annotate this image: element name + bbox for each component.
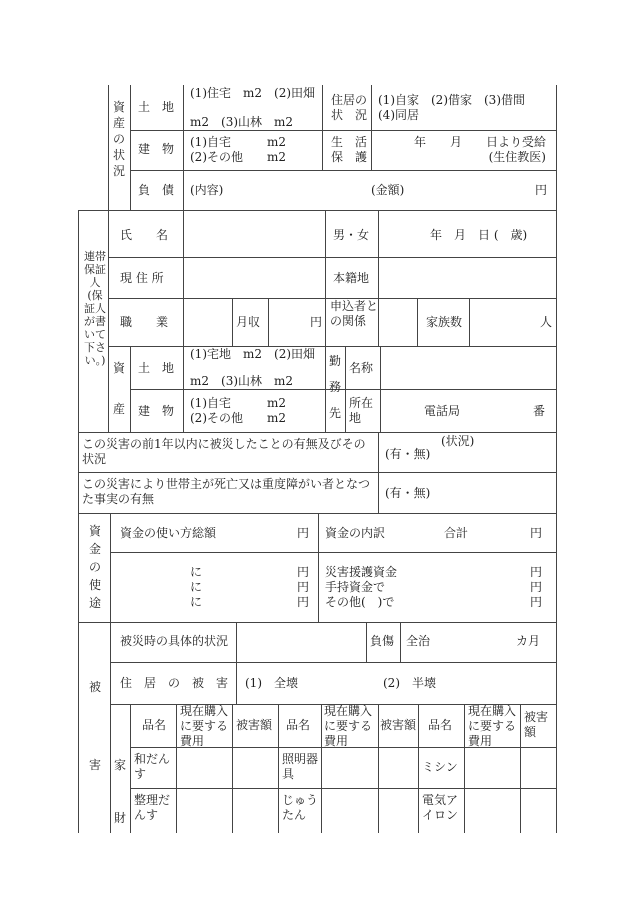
guarantor-work-address-label: 所在地	[349, 396, 374, 425]
assets-heading: 資産の状況	[112, 100, 125, 178]
guarantor-birth: 年 月 日 ( 歳)	[430, 228, 528, 242]
column-cost: 現在購入に要する費用	[468, 704, 517, 748]
guarantor-person-unit: 人	[540, 315, 553, 329]
fund-breakdown-label: 資金の内訳	[325, 526, 386, 540]
rule	[183, 210, 184, 432]
rule	[130, 130, 556, 131]
rule	[366, 622, 367, 662]
fund-sum-label: 合計	[444, 526, 469, 540]
guarantor-land-label: 土 地	[138, 361, 175, 375]
item-name: 和だんす	[134, 752, 171, 781]
rule	[130, 788, 556, 789]
rule	[78, 472, 556, 473]
fund-row-ni: に	[190, 580, 203, 594]
disaster-history-status: (状況)	[441, 434, 475, 448]
household-heading-1: 家	[114, 758, 127, 772]
rule	[78, 210, 556, 211]
guarantor-heading: 連帯保証人(保証人が書いて下さい。)	[84, 250, 106, 367]
guarantor-income-label: 月収	[236, 315, 261, 329]
guarantor-assets-heading-1: 資	[113, 361, 126, 375]
rule	[130, 704, 131, 833]
rule	[556, 85, 557, 833]
guarantor-name-label: 氏 名	[120, 228, 169, 242]
residence-line-1: (1)自家 (2)借家 (3)借間	[378, 93, 525, 107]
guarantor-building-line-2: (2)その他 m2	[190, 411, 287, 425]
rule	[268, 298, 269, 346]
rule	[380, 346, 381, 432]
damage-heading-2: 害	[89, 758, 102, 772]
building-line-1: (1)自宅 m2	[190, 135, 287, 149]
fund-source-yen: 円	[530, 595, 543, 609]
guarantor-phone-label: 電話局	[424, 404, 461, 418]
rule	[318, 513, 319, 622]
rule	[110, 662, 556, 663]
column-damage: 被害額	[236, 718, 273, 732]
guarantor-land-line-1: (1)宅地 m2 (2)田畑	[190, 347, 316, 361]
guarantor-family-label: 家族数	[426, 315, 463, 329]
residence-label: 住居の状 況	[331, 93, 368, 122]
house-option-1: (1) 全壊	[245, 676, 298, 690]
guarantor-work-label: 勤務先	[328, 354, 341, 420]
column-cost: 現在購入に要する費用	[180, 704, 229, 748]
column-damage: 被害額	[380, 718, 417, 732]
fund-sum-yen: 円	[530, 526, 543, 540]
guarantor-building-line-1: (1)自宅 m2	[190, 396, 287, 410]
guarantor-income-yen: 円	[310, 315, 323, 329]
fund-source: 災害援護資金	[325, 565, 398, 579]
guarantor-job-label: 職 業	[120, 315, 169, 329]
fund-total-label: 資金の使い方総額	[120, 526, 217, 540]
rule	[110, 513, 111, 622]
rule	[236, 622, 237, 704]
rule	[176, 704, 177, 833]
item-name: ミシン	[422, 760, 458, 774]
welfare-label: 生 活保 護	[331, 135, 368, 164]
guarantor-phone-unit: 番	[533, 404, 546, 418]
land-line-2: m2 (3)山林 m2	[190, 115, 294, 129]
guarantor-address-label: 現 住 所	[120, 271, 164, 285]
fund-row-ni: に	[190, 595, 203, 609]
rule	[278, 704, 279, 833]
rule	[322, 85, 323, 170]
house-damage-label: 住 居 の 被 害	[120, 676, 229, 690]
rule	[108, 257, 556, 258]
debt-label: 負 債	[138, 183, 175, 197]
rule	[325, 210, 326, 432]
disaster-history-answer: (有・無)	[385, 447, 431, 461]
item-name: 整理だんす	[134, 793, 171, 822]
rule	[78, 513, 556, 514]
fund-source: その他( )で	[325, 595, 395, 609]
cure-label: 全治	[406, 634, 431, 648]
debt-content: (内容)	[190, 183, 224, 197]
item-name: 照明器具	[282, 752, 319, 781]
rule	[418, 704, 419, 833]
rule	[183, 85, 184, 210]
rule	[378, 432, 379, 513]
death-injury-question: この災害により世帯主が死亡又は重度障がい者となつた事実の有無	[82, 477, 371, 506]
rule	[110, 622, 111, 833]
rule	[378, 704, 379, 833]
guarantor-work-name-label: 名称	[349, 361, 374, 375]
rule	[371, 85, 372, 170]
fund-use-heading: 資金の使途	[88, 524, 101, 610]
residence-line-2: (4)同居	[378, 108, 419, 122]
land-line-1: (1)住宅 m2 (2)田畑	[190, 86, 316, 100]
rule	[469, 298, 470, 346]
debt-yen: 円	[535, 183, 548, 197]
column-item: 品名	[428, 718, 453, 732]
debt-amount: (金額)	[371, 183, 405, 197]
building-label: 建 物	[138, 142, 175, 156]
land-label: 土 地	[138, 100, 175, 114]
rule	[378, 210, 379, 346]
fund-source-yen: 円	[530, 580, 543, 594]
fund-row-yen: 円	[297, 565, 310, 579]
rule	[108, 85, 109, 210]
column-item: 品名	[286, 718, 311, 732]
welfare-note: (生住教医)	[488, 150, 546, 164]
disaster-history-question: この災害の前1年以内に被災したことの有無及びその状況	[82, 437, 366, 466]
rule	[108, 346, 556, 347]
rule	[130, 170, 556, 171]
cure-month-unit: カ月	[516, 634, 541, 648]
rule	[130, 85, 131, 210]
injury-label: 負傷	[370, 634, 395, 648]
column-damage-narrow: 被害額	[524, 710, 549, 739]
situation-label: 被災時の具体的状況	[120, 634, 229, 648]
welfare-date: 年 月 日より受給	[413, 135, 546, 149]
rule	[345, 346, 346, 432]
fund-source: 手持資金で	[325, 580, 386, 594]
guarantor-sex-label: 男・女	[333, 228, 370, 242]
fund-row-ni: に	[190, 565, 203, 579]
guarantor-relation-label: 申込者との関係	[330, 299, 379, 328]
rule	[78, 210, 79, 833]
fund-row-yen: 円	[297, 595, 310, 609]
rule	[108, 210, 109, 432]
fund-source-yen: 円	[530, 565, 543, 579]
rule	[130, 389, 556, 390]
damage-heading-1: 被	[89, 680, 102, 694]
fund-total-yen: 円	[297, 526, 310, 540]
guarantor-building-label: 建 物	[138, 404, 175, 418]
item-name: じゅうたん	[282, 793, 319, 822]
column-cost: 現在購入に要する費用	[324, 704, 373, 748]
rule	[417, 298, 418, 346]
column-item: 品名	[142, 718, 167, 732]
rule	[78, 622, 556, 623]
guarantor-domicile-label: 本籍地	[333, 271, 370, 285]
building-line-2: (2)その他 m2	[190, 150, 287, 164]
death-injury-answer: (有・無)	[385, 486, 431, 500]
rule	[232, 298, 233, 346]
house-option-2: (2) 半壊	[383, 676, 436, 690]
fund-row-yen: 円	[297, 580, 310, 594]
rule	[78, 432, 556, 433]
rule	[400, 622, 401, 662]
rule	[130, 346, 131, 432]
item-name: 電気アイロン	[422, 793, 459, 822]
household-heading-2: 財	[114, 811, 127, 825]
rule	[110, 552, 556, 553]
guarantor-assets-heading-2: 産	[113, 402, 126, 416]
guarantor-land-line-2: m2 (3)山林 m2	[190, 374, 294, 388]
